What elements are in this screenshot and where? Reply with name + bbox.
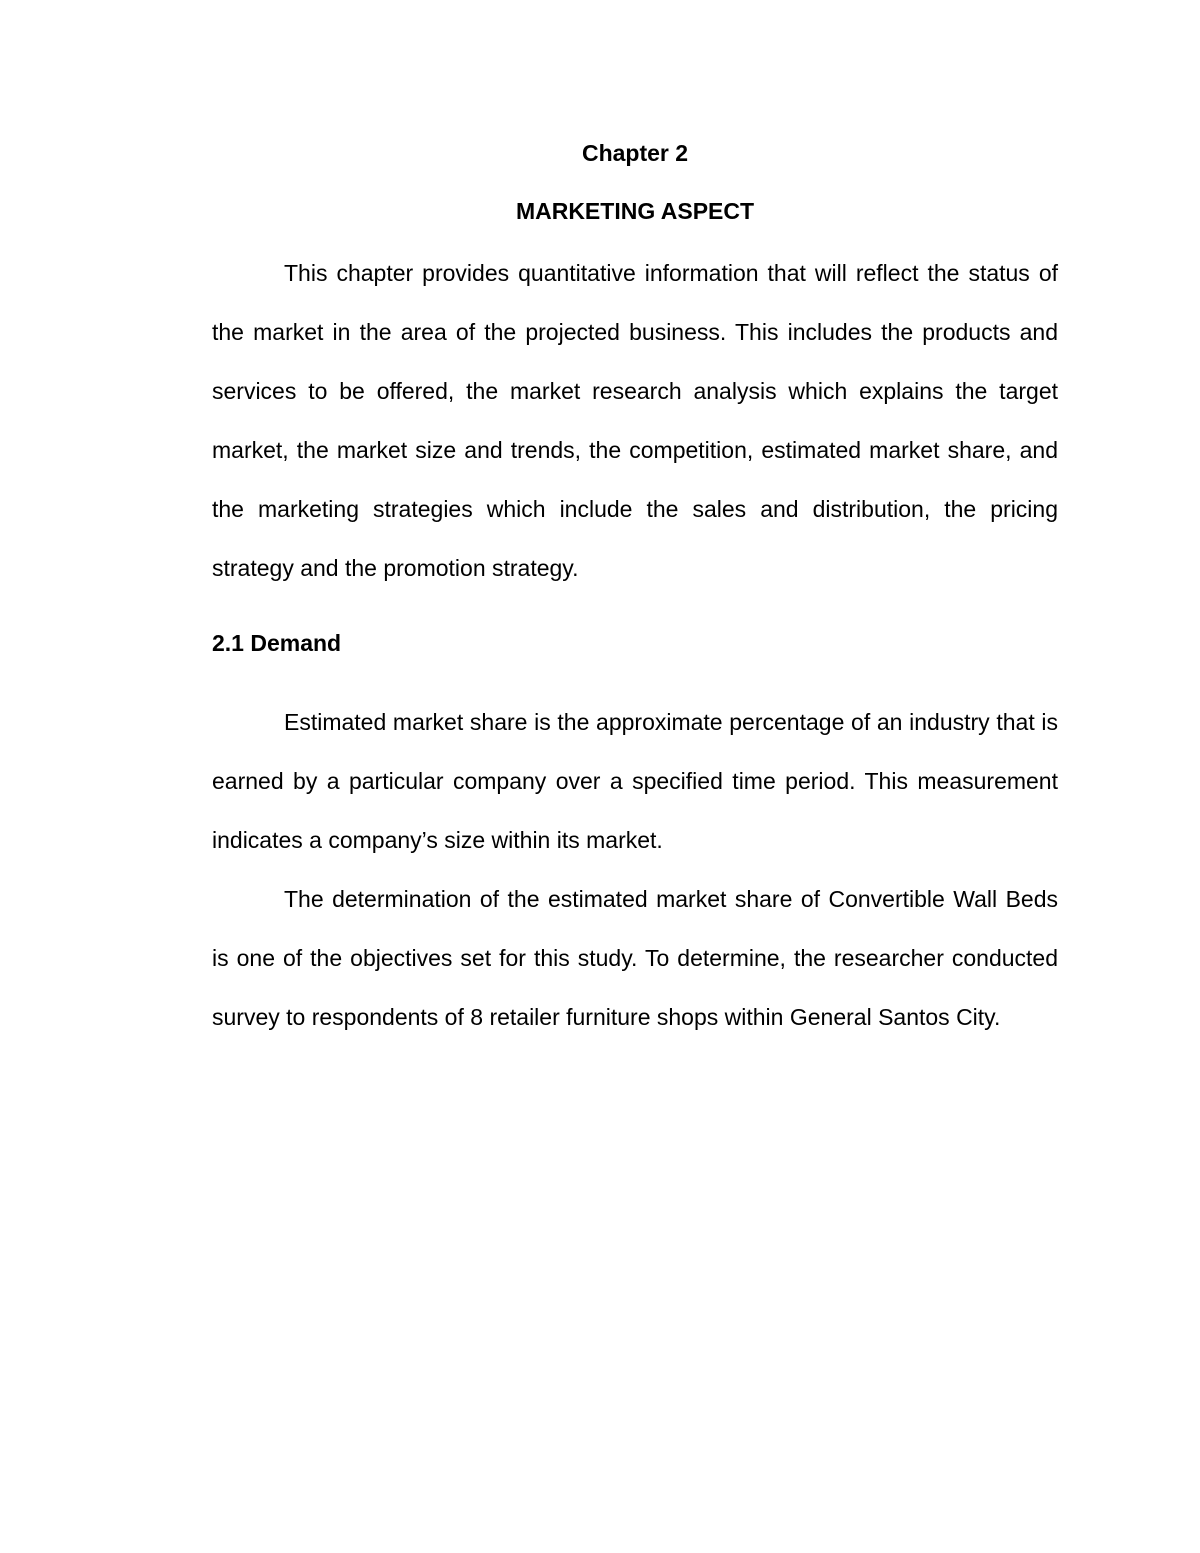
section-heading: 2.1 Demand xyxy=(212,630,342,656)
chapter-label: Chapter 2 xyxy=(581,140,689,166)
chapter-title: MARKETING ASPECT xyxy=(515,198,755,224)
intro-paragraph: This chapter provides quantitative information that will reflect the status of the market in the area of the projected business. This includes the products and services to be offered, the market research analysis which explains the target market, the market size and trends, the competition, estimated market share, and the marketing strategies which include the sales and distribution, the pricing strategy and the promotion strategy. xyxy=(212,260,1058,581)
demand-paragraph-2: The determination of the estimated market share of Convertible Wall Beds is one of the objectives set for this study. To determine, the researcher conducted survey to respondents of 8 retailer furniture shops within General Santos City. xyxy=(212,886,1058,1030)
demand-paragraph-1: Estimated market share is the approximate percentage of an industry that is earned by a particular company over a specified time period. This measurement indicates a company’s size within its market. xyxy=(212,709,1058,853)
